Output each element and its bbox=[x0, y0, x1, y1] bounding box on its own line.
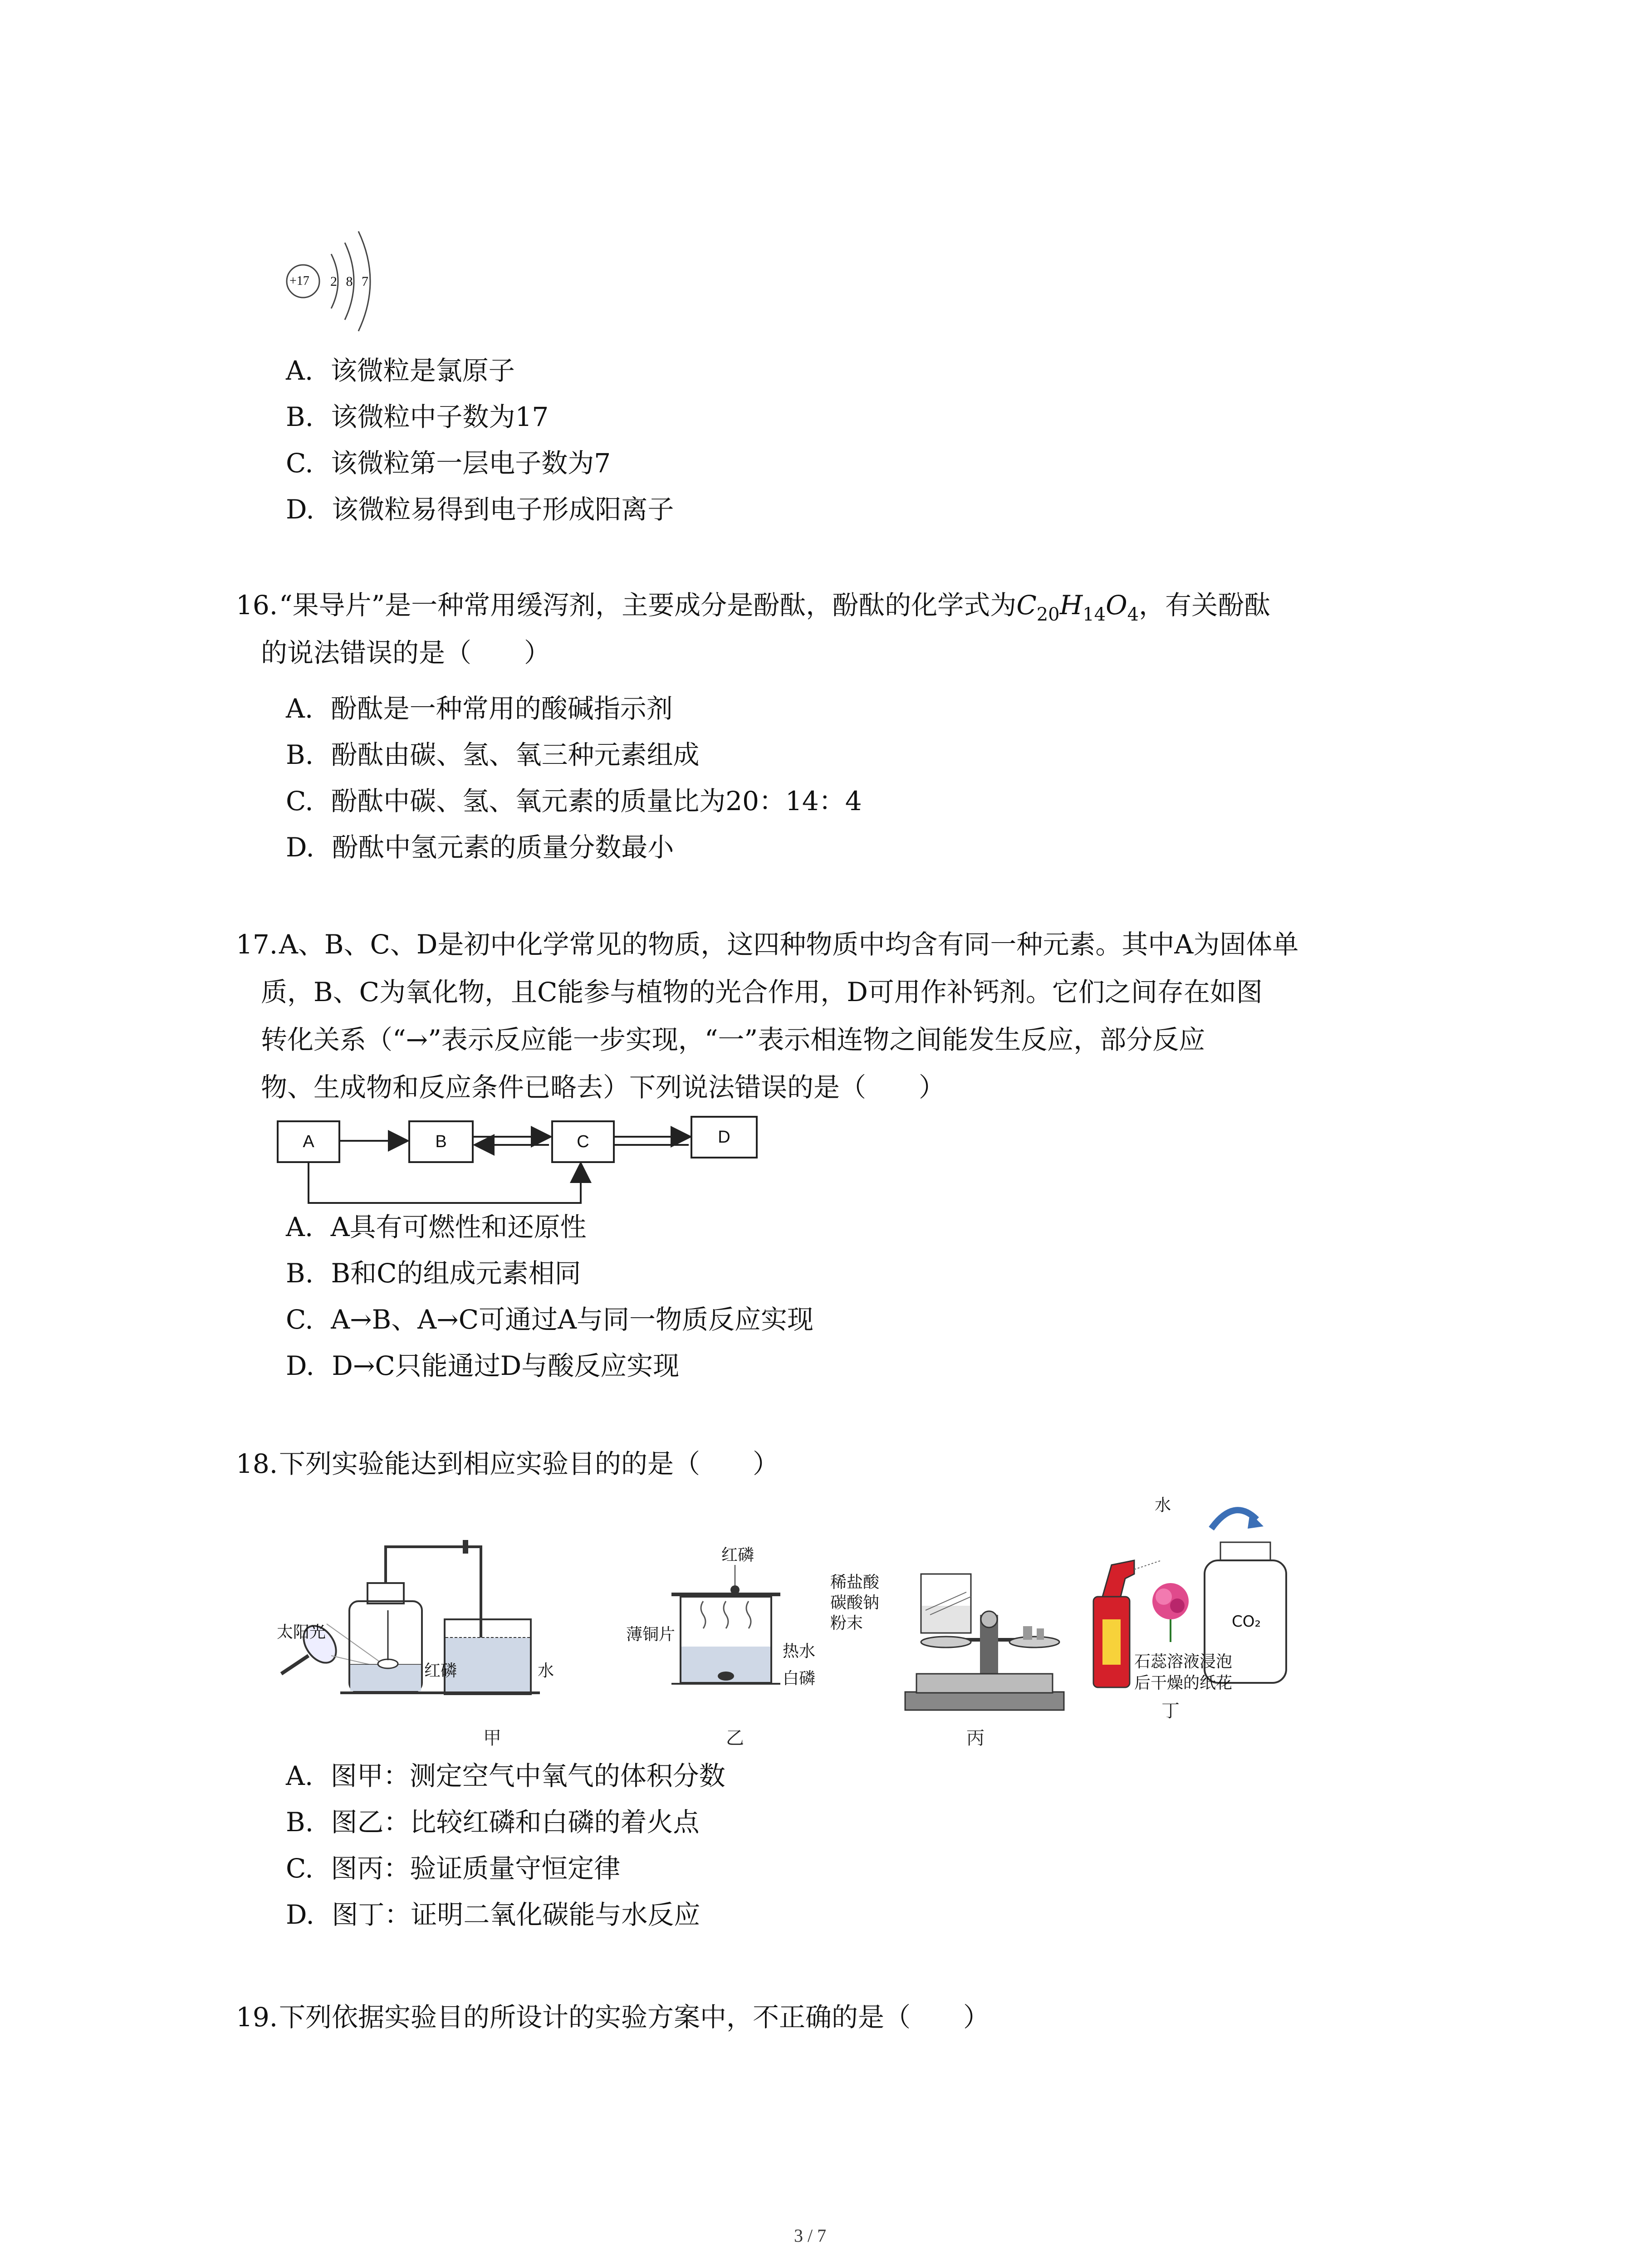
option-text: 酚酞中碳、氢、氧元素的质量比为20：14：4 bbox=[331, 786, 862, 816]
q18-stem: 下列实验能达到相应实验目的的是（ ） bbox=[279, 1448, 779, 1479]
option-text: 图丙：验证质量守恒定律 bbox=[331, 1853, 621, 1884]
figure-yi bbox=[626, 1538, 830, 1749]
q16-stem-text-b: ，有关酚酞 bbox=[1139, 590, 1271, 621]
label-co2: CO₂ bbox=[1232, 1613, 1261, 1631]
page-number: 3 / 7 bbox=[794, 2225, 827, 2246]
box-a: A bbox=[277, 1120, 340, 1163]
q16-option-c bbox=[286, 780, 862, 818]
q16-stem-line1 bbox=[279, 592, 1270, 624]
option-text: 酚酞中氢元素的质量分数最小 bbox=[332, 832, 674, 863]
label-water: 水 bbox=[538, 1662, 554, 1680]
label-water-spray: 水 bbox=[1155, 1496, 1171, 1515]
option-text: A→B、A→C可通过A与同一物质反应实现 bbox=[331, 1304, 814, 1335]
label-litmus-line2: 后干燥的纸花 bbox=[1134, 1674, 1233, 1692]
option-letter: A. bbox=[286, 1760, 314, 1791]
q15-option-c bbox=[286, 442, 611, 480]
formula-hydrogen-sub: 14 bbox=[1083, 604, 1106, 625]
option-text: 该微粒第一层电子数为7 bbox=[331, 448, 611, 479]
option-letter: D. bbox=[286, 1350, 314, 1381]
option-letter: A. bbox=[286, 693, 314, 724]
option-letter: D. bbox=[286, 1899, 314, 1930]
q17-stem-line4: 物、生成物和反应条件已略去）下列说法错误的是（ ） bbox=[261, 1072, 945, 1103]
option-text: 图乙：比较红磷和白磷的着火点 bbox=[331, 1807, 700, 1838]
option-text: 图甲：测定空气中氧气的体积分数 bbox=[330, 1760, 725, 1791]
q16-option-d bbox=[286, 826, 674, 864]
option-text: 该微粒是氯原子 bbox=[330, 355, 515, 386]
label-powder: 粉末 bbox=[830, 1614, 863, 1633]
q16-option-a bbox=[286, 687, 673, 725]
option-text: 该微粒易得到电子形成阳离子 bbox=[332, 494, 674, 525]
q18-option-c bbox=[286, 1847, 620, 1885]
atom-structure-diagram bbox=[277, 213, 395, 349]
q17-option-c bbox=[286, 1298, 813, 1336]
q18-option-d bbox=[286, 1893, 700, 1931]
formula-hydrogen: H bbox=[1059, 590, 1083, 621]
q18-option-a bbox=[286, 1755, 725, 1793]
box-c: C bbox=[551, 1120, 615, 1163]
caption-jia: 甲 bbox=[483, 1728, 501, 1749]
option-letter: C. bbox=[286, 786, 314, 816]
option-text: 图丁：证明二氧化碳能与水反应 bbox=[332, 1899, 700, 1930]
option-letter: C. bbox=[286, 1853, 314, 1884]
q18-option-b bbox=[286, 1801, 700, 1839]
box-b: B bbox=[408, 1120, 474, 1163]
figure-ding bbox=[1084, 1492, 1338, 1746]
formula-oxygen: O bbox=[1106, 590, 1127, 621]
q17-relation-diagram bbox=[277, 1107, 776, 1216]
q15-option-a bbox=[286, 349, 515, 387]
q15-option-b bbox=[286, 396, 549, 434]
caption-yi: 乙 bbox=[726, 1728, 744, 1749]
q17-number: 17. bbox=[236, 929, 278, 960]
option-text: B和C的组成元素相同 bbox=[331, 1258, 581, 1289]
caption-ding: 丁 bbox=[1161, 1701, 1180, 1721]
atom-shell-electrons: 2 8 7 bbox=[330, 274, 371, 289]
q18-number: 18. bbox=[236, 1448, 278, 1479]
option-letter: B. bbox=[286, 739, 314, 770]
q19-stem: 下列依据实验目的所设计的实验方案中，不正确的是（ ） bbox=[279, 2002, 990, 2033]
option-letter: C. bbox=[286, 1304, 314, 1335]
q19-number: 19. bbox=[236, 2002, 278, 2033]
label-white-phosphorus: 白磷 bbox=[783, 1669, 816, 1688]
option-letter: A. bbox=[286, 1212, 314, 1242]
label-sunlight: 太阳光 bbox=[277, 1623, 326, 1642]
q16-stem-text-a: “果导片”是一种常用缓泻剂，主要成分是酚酞，酚酞的化学式为 bbox=[279, 590, 1017, 621]
q17-option-d bbox=[286, 1344, 679, 1383]
label-dilute-hcl: 稀盐酸 bbox=[830, 1573, 880, 1592]
q17-stem-line1: A、B、C、D是初中化学常见的物质，这四种物质中均含有同一种元素。其中A为固体单 bbox=[279, 929, 1299, 960]
option-text: 该微粒中子数为17 bbox=[331, 401, 549, 432]
q16-stem-line2: 的说法错误的是（ ） bbox=[261, 637, 551, 668]
label-copper-sheet: 薄铜片 bbox=[626, 1625, 676, 1644]
option-letter: B. bbox=[286, 1258, 314, 1289]
formula-carbon: C bbox=[1016, 590, 1037, 621]
q17-stem-line3: 转化关系（“→”表示反应能一步实现，“一”表示相连物之间能发生反应，部分反应 bbox=[261, 1024, 1205, 1055]
option-letter: C. bbox=[286, 448, 314, 479]
caption-bing: 丙 bbox=[966, 1728, 985, 1749]
q17-stem-line2: 质，B、C为氧化物，且C能参与植物的光合作用，D可用作补钙剂。它们之间存在如图 bbox=[261, 977, 1263, 1007]
q16-option-b bbox=[286, 733, 700, 772]
option-letter: B. bbox=[286, 401, 314, 432]
option-text: 酚酞是一种常用的酸碱指示剂 bbox=[330, 693, 673, 724]
option-letter: D. bbox=[286, 832, 314, 863]
formula-oxygen-sub: 4 bbox=[1127, 604, 1139, 625]
figure-jia bbox=[277, 1529, 603, 1749]
option-text: A具有可燃性和还原性 bbox=[330, 1212, 587, 1242]
label-hot-water: 热水 bbox=[783, 1642, 816, 1661]
option-text: 酚酞由碳、氢、氧三种元素组成 bbox=[331, 739, 700, 770]
box-d: D bbox=[691, 1116, 758, 1158]
q15-option-d bbox=[286, 488, 674, 526]
figure-bing bbox=[830, 1542, 1084, 1749]
label-sodium-carbonate: 碳酸钠 bbox=[830, 1593, 880, 1612]
q17-option-b bbox=[286, 1252, 581, 1290]
label-red-phosphorus-top: 红磷 bbox=[721, 1546, 754, 1564]
option-letter: B. bbox=[286, 1807, 314, 1838]
formula-carbon-sub: 20 bbox=[1036, 604, 1060, 625]
label-red-phosphorus: 红磷 bbox=[424, 1662, 457, 1680]
option-letter: D. bbox=[286, 494, 314, 525]
option-letter: A. bbox=[286, 355, 314, 386]
option-text: D→C只能通过D与酸反应实现 bbox=[332, 1350, 680, 1381]
q17-option-a bbox=[286, 1206, 587, 1244]
atom-nucleus-label: +17 bbox=[289, 274, 309, 288]
label-litmus-line1: 石蕊溶液浸泡 bbox=[1134, 1652, 1233, 1671]
q16-number: 16. bbox=[236, 590, 278, 621]
